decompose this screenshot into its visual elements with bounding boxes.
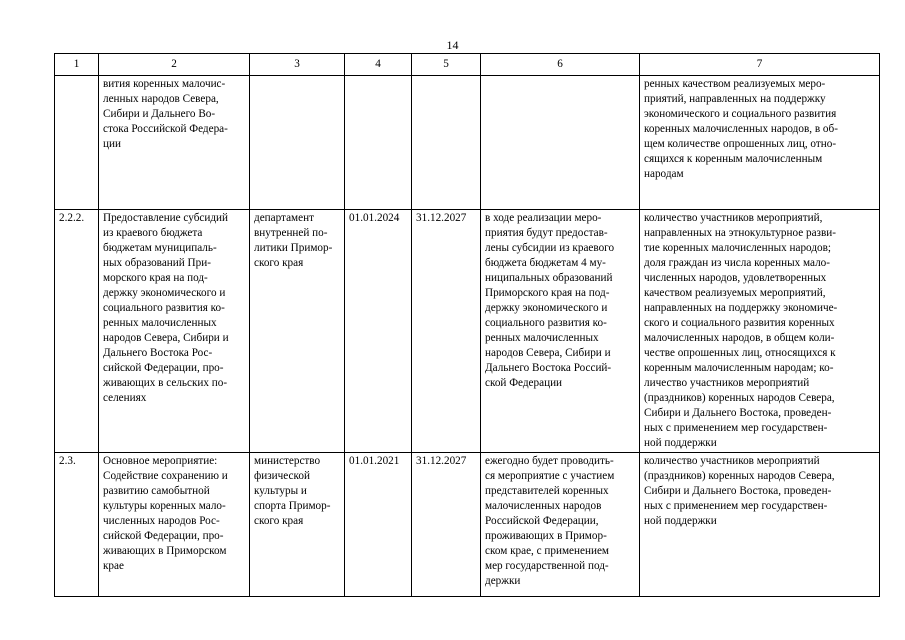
executor [250,76,345,210]
header-row [55,54,880,76]
table-row [55,76,880,210]
row-number: 2.3. [55,453,99,597]
end-date [412,76,481,210]
start-date: 01.01.2024 [345,210,412,453]
activity-name: Предоставление субсидий из краевого бюджета бюджетам муниципаль- ных образований При- морского края на под- держку экономического и социального развития ко- ренных малочисленных народов Севера, Сибири и Дальнего Востока Рос- сийской Федерации, про- живающих в сельских по- селениях [99,210,250,453]
expected-result: ежегодно будет проводить- ся мероприятие с участием представителей коренных малочисленных народов Российской Федерации, проживающих в Примор- ском крае, с применением мер государственной под- держки [481,453,640,597]
column-header: 4 [345,54,412,76]
start-date [345,76,412,210]
end-date: 31.12.2027 [412,210,481,453]
program-table [54,53,880,597]
expected-result: в ходе реализации меро- приятия будут предостав- лены субсидии из краевого бюджета бюджетам 4 му- ниципальных образований Приморского края на под- держку экономического и социального развития ко- ренных малочисленных народов Севера, Сибири и Дальнего Востока Россий- ской Федерации [481,210,640,453]
expected-result [481,76,640,210]
column-header: 1 [55,54,99,76]
column-header: 2 [99,54,250,76]
end-date: 31.12.2027 [412,453,481,597]
activity-name: вития коренных малочис- ленных народов Севера, Сибири и Дальнего Во- стока Российской Федера- ции [99,76,250,210]
column-header: 6 [481,54,640,76]
indicator: ренных качеством реализуемых меро- приятий, направленных на поддержку экономического и социального развития коренных малочисленных народов, в об- щем количестве опрошенных лиц, отно- сящихся к коренным малочисленным народам [640,76,880,210]
page-number: 14 [446,38,459,52]
column-header: 7 [640,54,880,76]
table-row [55,453,880,597]
indicator: количество участников мероприятий (праздников) коренных народов Севера, Сибири и Дальнего Востока, проведен- ных с применением мер государствен- ной поддержки [640,453,880,597]
column-header: 3 [250,54,345,76]
row-number: 2.2.2. [55,210,99,453]
indicator: количество участников мероприятий, направленных на этнокультурное разви- тие коренных малочисленных народов; доля граждан из числа коренных мало- численных народов, удовлетворенных качеством реализуемых мероприятий, направленных на поддержку экономиче- ского и социального развития коренных малочисленных народов, в общем коли- честве опрошенных лиц, относящихся к коренным малочисленным народам; ко- личество участников мероприятий (праздников) коренных народов Севера, Сибири и Дальнего Востока, проведен- ных с применением мер государствен- ной поддержки [640,210,880,453]
table-row [55,210,880,453]
executor: министерство физической культуры и спорта Примор- ского края [250,453,345,597]
row-number [55,76,99,210]
column-header: 5 [412,54,481,76]
executor: департамент внутренней по- литики Примор- ского края [250,210,345,453]
start-date: 01.01.2021 [345,453,412,597]
activity-name: Основное мероприятие: Содействие сохранению и развитию самобытной культуры коренных мало- численных народов Рос- сийской Федерации, про- живающих в Приморском крае [99,453,250,597]
